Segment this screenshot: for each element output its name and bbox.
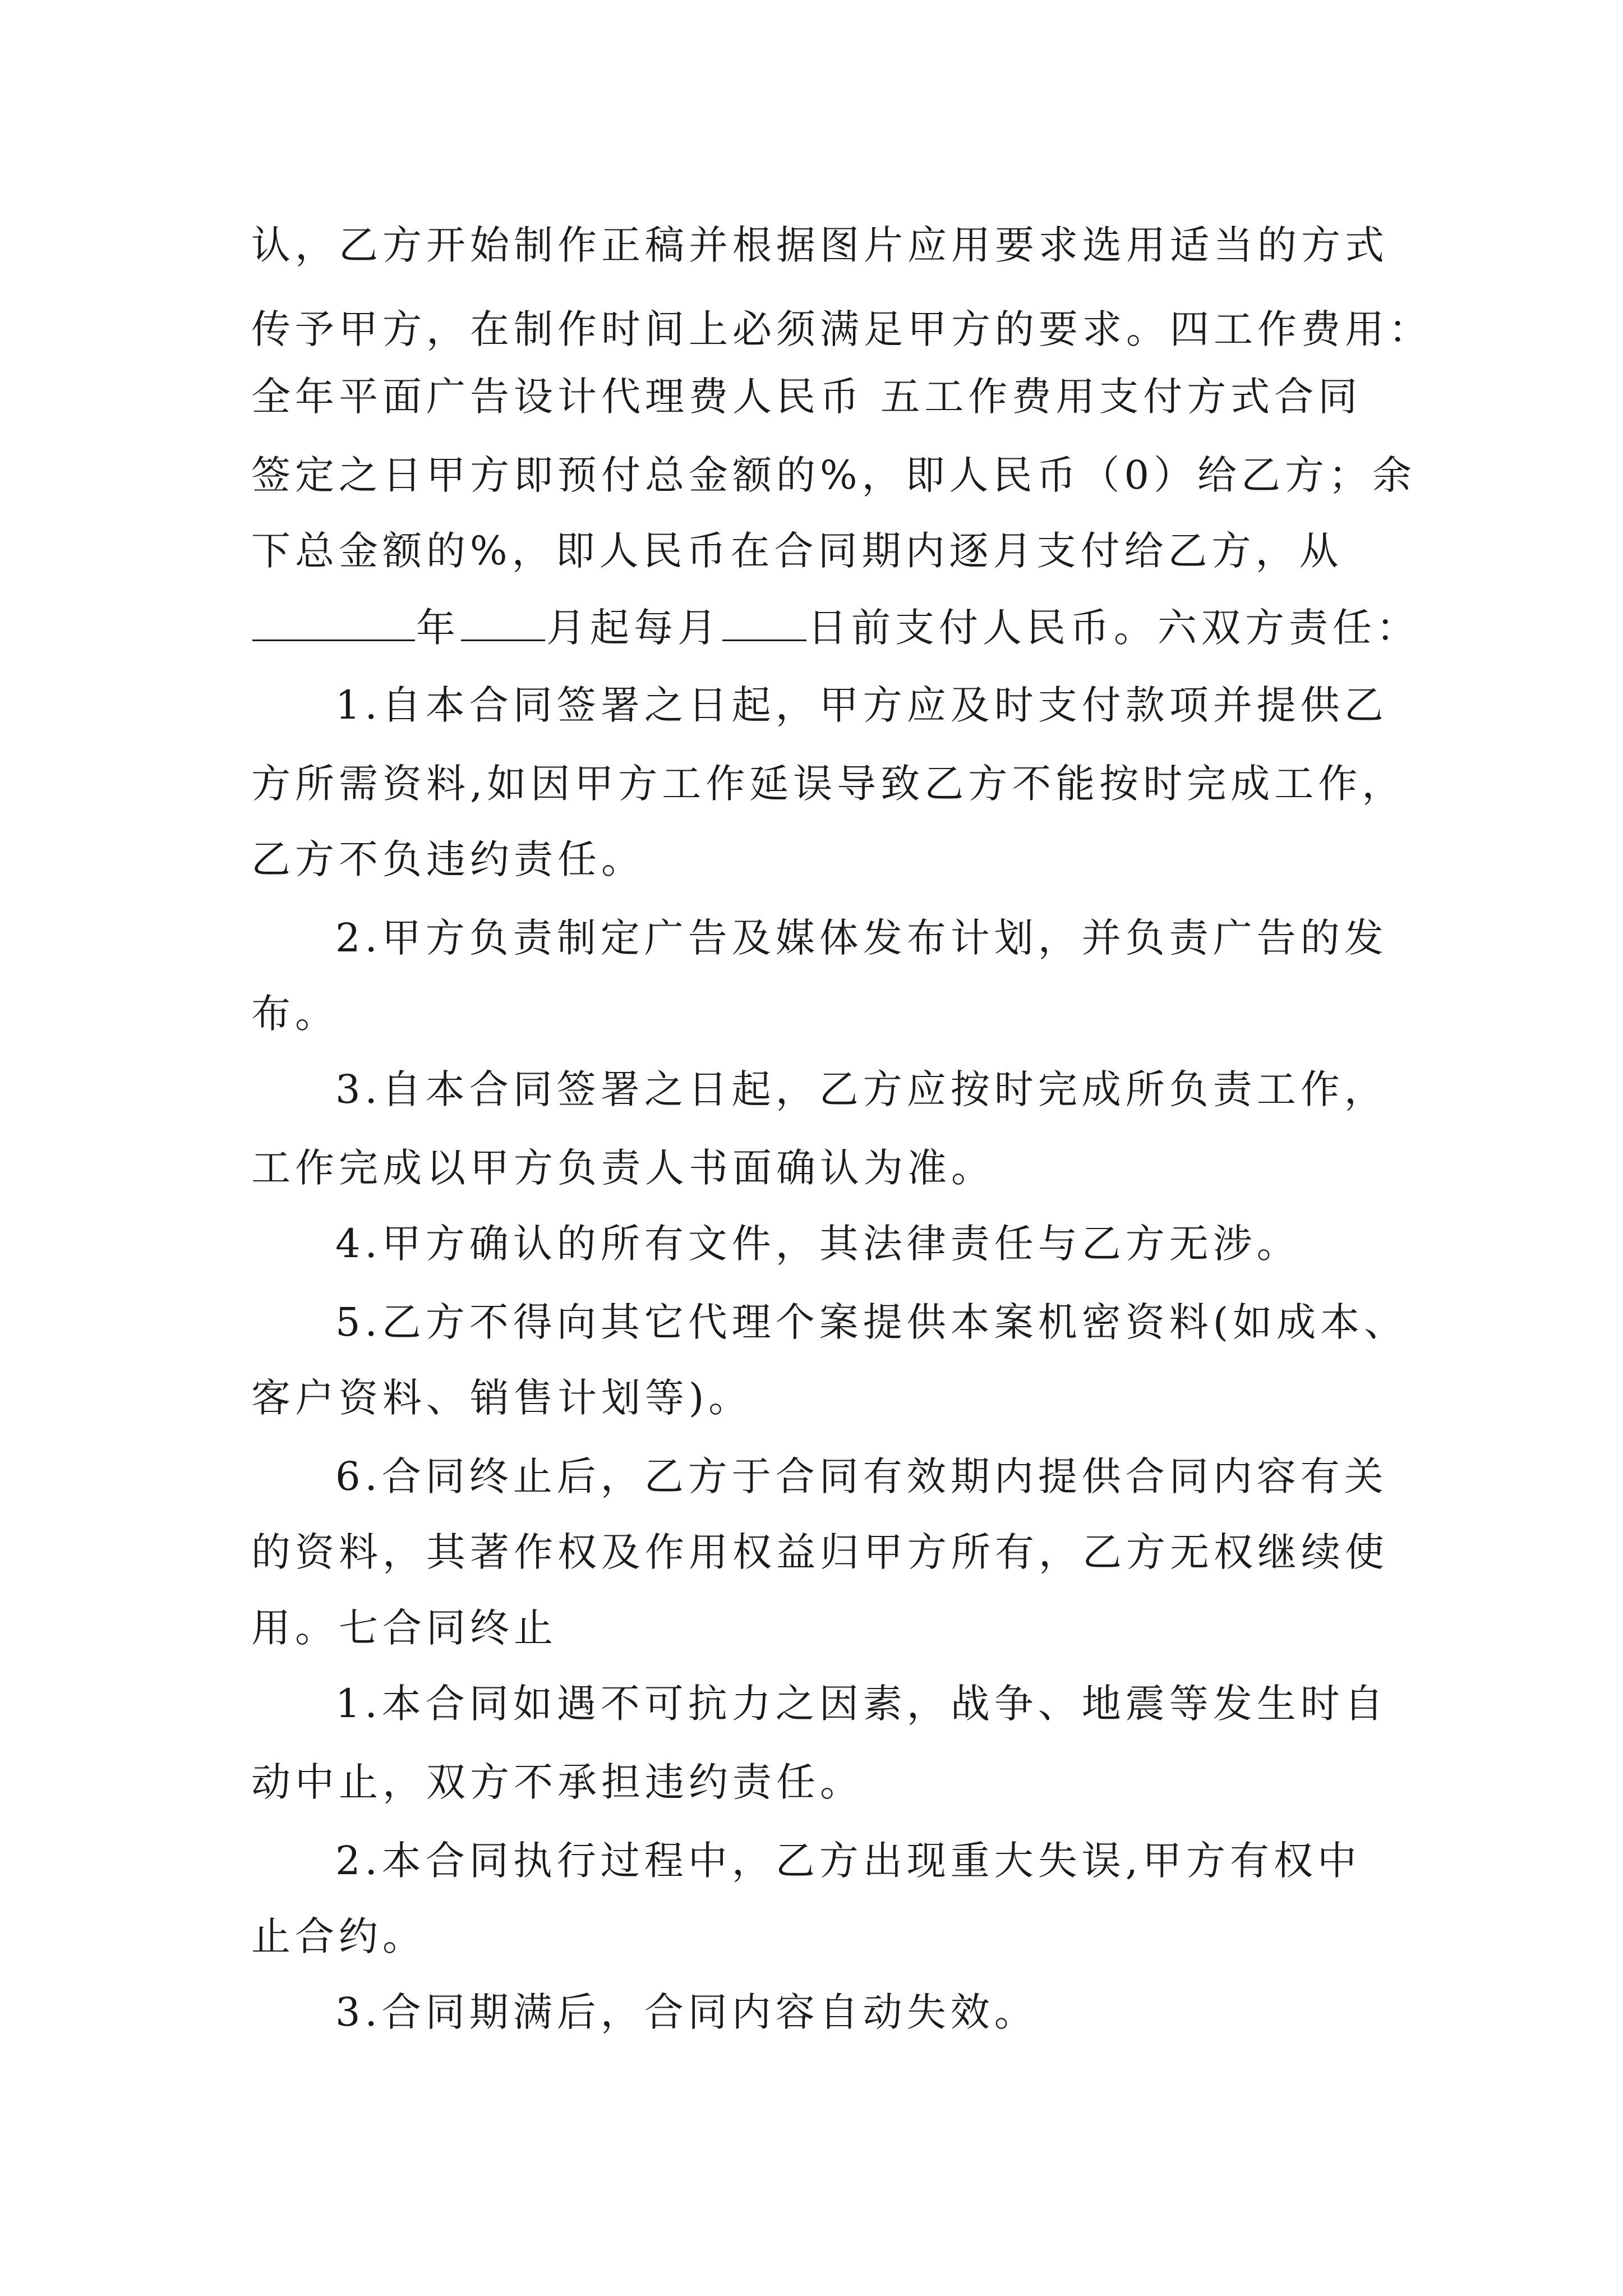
text-line: 乙方不负违约责任。 <box>251 836 645 882</box>
text-line: 客户资料、销售计划等)。 <box>251 1375 753 1421</box>
text-line: 2.本合同执行过程中，乙方出现重大失误,甲方有权中 <box>335 1838 1362 1884</box>
text-line: 止合约。 <box>251 1913 426 1959</box>
text-line: 3.合同期满后，合同内容自动失效。 <box>335 1989 1038 2035</box>
blank-field-month <box>461 607 545 641</box>
text-line-with-blanks <box>251 605 1420 651</box>
text-line: 6.合同终止后，乙方于合同有效期内提供合同内容有关 <box>335 1453 1388 1499</box>
text-segment: 年 <box>416 605 460 651</box>
text-line: 用。七合同终止 <box>251 1605 557 1651</box>
text-line: 传予甲方，在制作时间上必须满足甲方的要求。四工作费用： <box>251 306 1432 352</box>
text-line: 1.本合同如遇不可抗力之因素，战争、地震等发生时自 <box>335 1681 1388 1727</box>
text-line: 2.甲方负责制定广告及媒体发布计划，并负责广告的发 <box>335 915 1388 961</box>
blank-field-year <box>252 607 415 641</box>
text-line: 5.乙方不得向其它代理个案提供本案机密资料(如成本、 <box>335 1299 1408 1345</box>
text-line: 布。 <box>251 991 339 1037</box>
text-line: 下总金额的%，即人民币在合同期内逐月支付给乙方，从 <box>251 528 1343 574</box>
text-line: 动中止，双方不承担违约责任。 <box>251 1759 864 1805</box>
text-line: 工作完成以甲方负责人书面确认为准。 <box>251 1145 995 1191</box>
text-segment: 日前支付人民币。六双方责任： <box>808 605 1420 651</box>
text-line: 3.自本合同签署之日起，乙方应按时完成所负责工作， <box>335 1066 1388 1112</box>
text-segment: 月起每月 <box>546 605 721 651</box>
text-line: 全年平面广告设计代理费人民币 五工作费用支付方式合同 <box>251 374 1362 420</box>
text-line: 方所需资料,如因甲方工作延误导致乙方不能按时完成工作， <box>251 761 1406 807</box>
text-line: 1.自本合同签署之日起，甲方应及时支付款项并提供乙 <box>335 682 1388 728</box>
blank-field-day <box>722 607 806 641</box>
text-line: 的资料，其著作权及作用权益归甲方所有，乙方无权继续使 <box>251 1529 1389 1575</box>
text-line: 认，乙方开始制作正稿并根据图片应用要求选用适当的方式 <box>251 222 1389 268</box>
text-line: 4.甲方确认的所有文件，其法律责任与乙方无涉。 <box>335 1221 1301 1267</box>
text-line: 签定之日甲方即预付总金额的%，即人民币（0）给乙方；余 <box>251 452 1417 498</box>
